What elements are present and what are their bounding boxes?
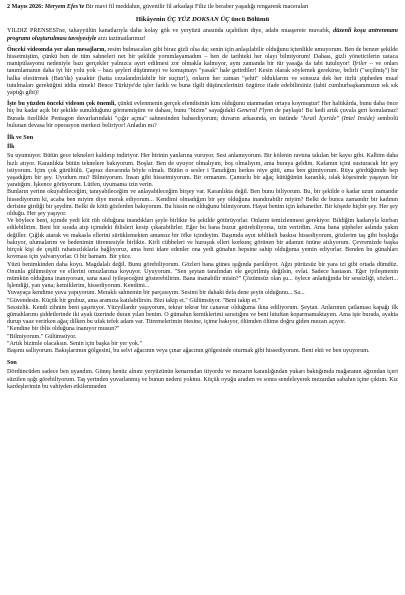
paragraph-2-italic-2: "İsrail İçeride" (Intel Inside) (300, 115, 375, 122)
dialog-line: "Kendine bir iblis olduğuna inanıyor musun?" (7, 326, 120, 333)
paragraph-1 (7, 47, 398, 97)
intro-line (7, 4, 398, 11)
dialog-line: "Güvendesin. Küçük bir grubuz, ama aramıza katılabilirsin. Bizi takip et." Gülümsüyor. "Beni takip et." (7, 297, 261, 304)
intro-author: Meryem Efes'te (44, 4, 85, 10)
end-paragraph: Dördüncüden sadece ben uyandım. Güneş henüz alnını yeryüzünün kenarından itiyordu ve mezarın karanlığından yukarı baktığımda mağaranın ağzından içeri süzülen ışığı görebiliyorum. Taş yerinden yuvarlanmış ve bunun nedeni yokmu. Küçük oyuğu aradım ve sonra sendeleyerek mezardan sabahın içine çıktım. Kız kardeşlerimin bu vahiyden etkilenmeden (7, 369, 398, 390)
opening-text-end: arzı tazimatlarımız! (97, 35, 146, 42)
paragraph-1-lead: Önceki videomda yer alan mesajların, (7, 46, 106, 53)
paragraph-2-italic: General Flynn (236, 108, 274, 115)
body-paragraph: Yüzü benimkinden daha koyu. Magdalalı değil. Bunu görebiliyorum. Gözleri bana günes ışığında parıldıyor. Ağzı pürüzsüz bir yara izi gibi ortada dümdüz. Onunla gülümsüyor ve ellerini omuzlarıma koyuyor. Uyuyorum. "Sen şeytan tarafından ele geçirilmiş değilsin, evlat. Sadece hastasın. Eğer iyileşmenin mümkün olduğuna inanıyorsan, sana nasıl iyileşeceğini gösterebilirim. Bana inanabilir misin?" Çözümsüz olan şu... öylece anlattığında bir sessizliği, sözleri... İşlendiği, yan yana; kemiklerim, hissediyorum. Kendimi... (7, 261, 398, 290)
title-prefix: Hikâyenin (135, 16, 166, 24)
chapter-title (7, 16, 398, 23)
paragraph-2-text-2: de paylaştı! Bu kedi artık çuvala geri konulamaz! Burada özellikle Pentagon duvarlarındaki "çığır açma" sahnesinden bahsediyorum; duvarın arkasında, en üstünde (7, 108, 398, 122)
paragraph-2-lead: İşte bu yüzden önceki videom çok önemli, (7, 101, 116, 108)
paragraph-1-text: resim bulmacaları gibi biraz gizli olsa da; senin için anlaşılabilir olduğunu içtenlikle umuyorum. Ben de benzer şekilde hissetmiştim, çünkü ben de tüm sahneleri net bir şekilde yorumlayamadım – ben de tarihteki her olayı bilmiyorum! Dahası, gizli yöneticilerin ustaca manipülasyonu nedeniyle bazı gerçekler yalnızca ayırt edilmesi zor olmakla kalmıyor, aynı zamanda bir tür yasağa da tabi tutuluyor! (7, 46, 398, 68)
paragraph-1-text-2: – ve onları tanımlamanın daha iyi bir yolu yok – bazı şeyleri düşünmeyi ve konuşmayı "yasak" hale getirdiler! Kesin olarak söylemek gerekirse, belirli ("seçilmiş") bir halka elestirmek (Batı'da) yasaktır (hatta cezalandırılabilir bir suçtur!), onların her zaman "şehit" olduklarını ve sonsuza dek her türlü şüpheden muaf tutulmaları gerektiğini iddia etmek! Bence Türkiye'de işler farklı ve buna ilgili düşüncelerinizi özgürce ifade edebilirsiniz (tabii cumhurbaşkanımızın sık sık yaptığı gibi)! (7, 61, 398, 97)
body-paragraph: Su uyumuyor. Bütün gece tekneleri kaldırıp indiriyor. Her birinin yanlarına vuruyor. Sesi anlamıyorum. Bir kölenin ravtına takılan bir kaysı gibi. Kalbim daha hızlı atıyor. Karanlıkta bütün teknelere bakıyorum. Boşlar. Ben de uyuyor olmalıyım, boş olmalıyım, ama buraya geldim. Kafamın içini susturacak bir şey istiyorum. İçim çok gürültülü. Çapraz duvarında böyle olmalı. Bütün o sesler i Tanıdığım herkes niye gitti, ama ben gitmiyorum. Rüya gördüğümde hep yaşadığım bir şey. Uyudum mu? Bilmiyorum. İnsan gibi hissetmiyorum. Bir ormanım. Çamurlu bir ağaç kütüğünün karanlık, ıslak köşesinde yaşayan bir yaratığım. İşkence görüyorum. Lütfen, uyumama izin verin. (7, 153, 398, 189)
intro-date: 2 Mayıs 2026: (7, 4, 44, 10)
dialog-line: "Artık bizimle olacaksın. Senin için başka bir yer yok." (7, 340, 142, 347)
section-subheading-first: İlk (7, 144, 15, 151)
body-paragraph: Bunların yerine okuyabileceğim, tanıyabileceğim ve anlayabileceğim birşey var. Karanlıkta değil. Ben bunu biliyorum. Bu, bir şekilde o kadar uzun zamandır hissediyorum ki, acaba ben miyim diye merak ediyorum... Kendimi olmadığım bir şey olduğuna inandırabilir miyim? Belki de bunca zamandır bir kadının derisine girdiği bir şeydim. Belki de kötü gözlerden bakıyorum. Bu hissin ne olduğunu bilmiyorum. Hayat benim için kehanetler. Bir köşede hiçbir şey. Her şey olduğu. Her şey yaşıyor. (7, 189, 398, 218)
paragraph-1-italic: İfriler (352, 61, 368, 68)
body-paragraph: Ve böylece beni, içimde yedi köt rüh olduğuna inandıkları şeyle birlikte bu şekilde götürüyorlar. Onların temizlenmesi gerekiyor. Bildiğim kadarıyla kurban edilebilirim. Beni bir sırada atıp içimdeki iblisleri kesip çıkarabilirler. Eğer bu bana huzur getirebiliyorsa, izin verirdim. Ama bana şüpheler aslında yakın değiller. Çığlık atarak ve makasla ellerini sürüklemekten amansız bir öfke içindeyim. Başımda ayın tehlikeli baskısı hissediyorum, gözlerim taş gibi boşluğa bakıyor, ulumalarım ve bedenimin titremesiyle birlikte. Kirli cübbeleri ve huruşuk elleri korkunç görünen bir adamın önüne atılıyorum. Çevremizde başka birçok kişi de çeşitli rahatsızlıklarla bağlıyoruz, ama beni idare edenler ona yedi günahın hepsine sahip olduğuma yemin ediyorlar. Benden bu günahları kovması için yalvarıyorlar. O bir hamam. Bir yüce. (7, 218, 398, 261)
paragraph-2-text-3: sembolü bulunan devasa bir operasyon merkezi beliriyor! Anladın mı? (7, 115, 398, 129)
paragraph-2 (7, 101, 398, 130)
dialog-line: Sessizlik. Kendi zihnim beni şaşırtıyor. Yüzyıllardır yaşıyorum, tekrar tekrar bir canavar olduğuma ikna ediliyorum. Şeytan. Anlarımın çatlaması kapağı ilk gümahlarımı şiddetlerinde iki ayak üzerinde duran yılan benim. O gümahın kemiklerimi sarsıtığını ve beni lutuftan koparmamaktayım. Ama işte burada, ayakta durup vaaz verirken ağaç dilken bu ufak tefek adam var. Titremelerimin ötesine, içime bakıyor, ölümden ölüme doğru giden mezarı açıyor. (7, 304, 398, 326)
opening-italic: düzenli koşu antrenmanı programı oluşturulması tavsiyesiyle (7, 28, 398, 42)
section-heading-first-last: İlk ve Son (7, 135, 34, 142)
dialog-line: Başımı sallıyorum. Bakışlarımın gölgesini, bu selvi ağacının veya çınar ağacının gölgesinde oturmak gibi hissediyorum. Beni ekti ve ben uyuyorum. (7, 347, 370, 354)
intro-text: Bir mavi fil meddahın, güvenilir fil arkadaşı Filiz ile beraber yaşadığı rengarenk maceraları (85, 4, 309, 10)
dialog-line: "Bilmiyorum." Gülümsüyor. (7, 333, 77, 340)
title-suffix: üncü Bölümü (231, 16, 270, 24)
opening-paragraph (7, 28, 398, 42)
section-heading-last: Son (7, 360, 17, 367)
paragraph-2-text: çünkü evlenmenin gerçek efendisinin kim olduğunu utanmadan ortaya koymuştur! Her halükârda, bunu daha önce hiç bu kadar açık bir şekilde sunulduğunu görmemiştim ve dahası, bunu "bizim" sayağıdaki (7, 101, 399, 115)
title-number: ÜÇ YÜZ DOKSAN ÜÇ (166, 16, 230, 24)
body-text (7, 153, 398, 355)
opening-text: YILDIZ PRENSESİ'ne, tahayyülün kanatlarıyla daha kolay gök ve yeryüzü arasında uçabilsin diye, adabı muaşerete muvafık, (7, 28, 331, 35)
body-paragraph: Yuvayaça kendime yuva yapıyorum. Meraklı sahnemin bir parçasıyım. Sesimi bir dahaki defa dene şeyin olduğunu... Sa... (7, 290, 305, 297)
